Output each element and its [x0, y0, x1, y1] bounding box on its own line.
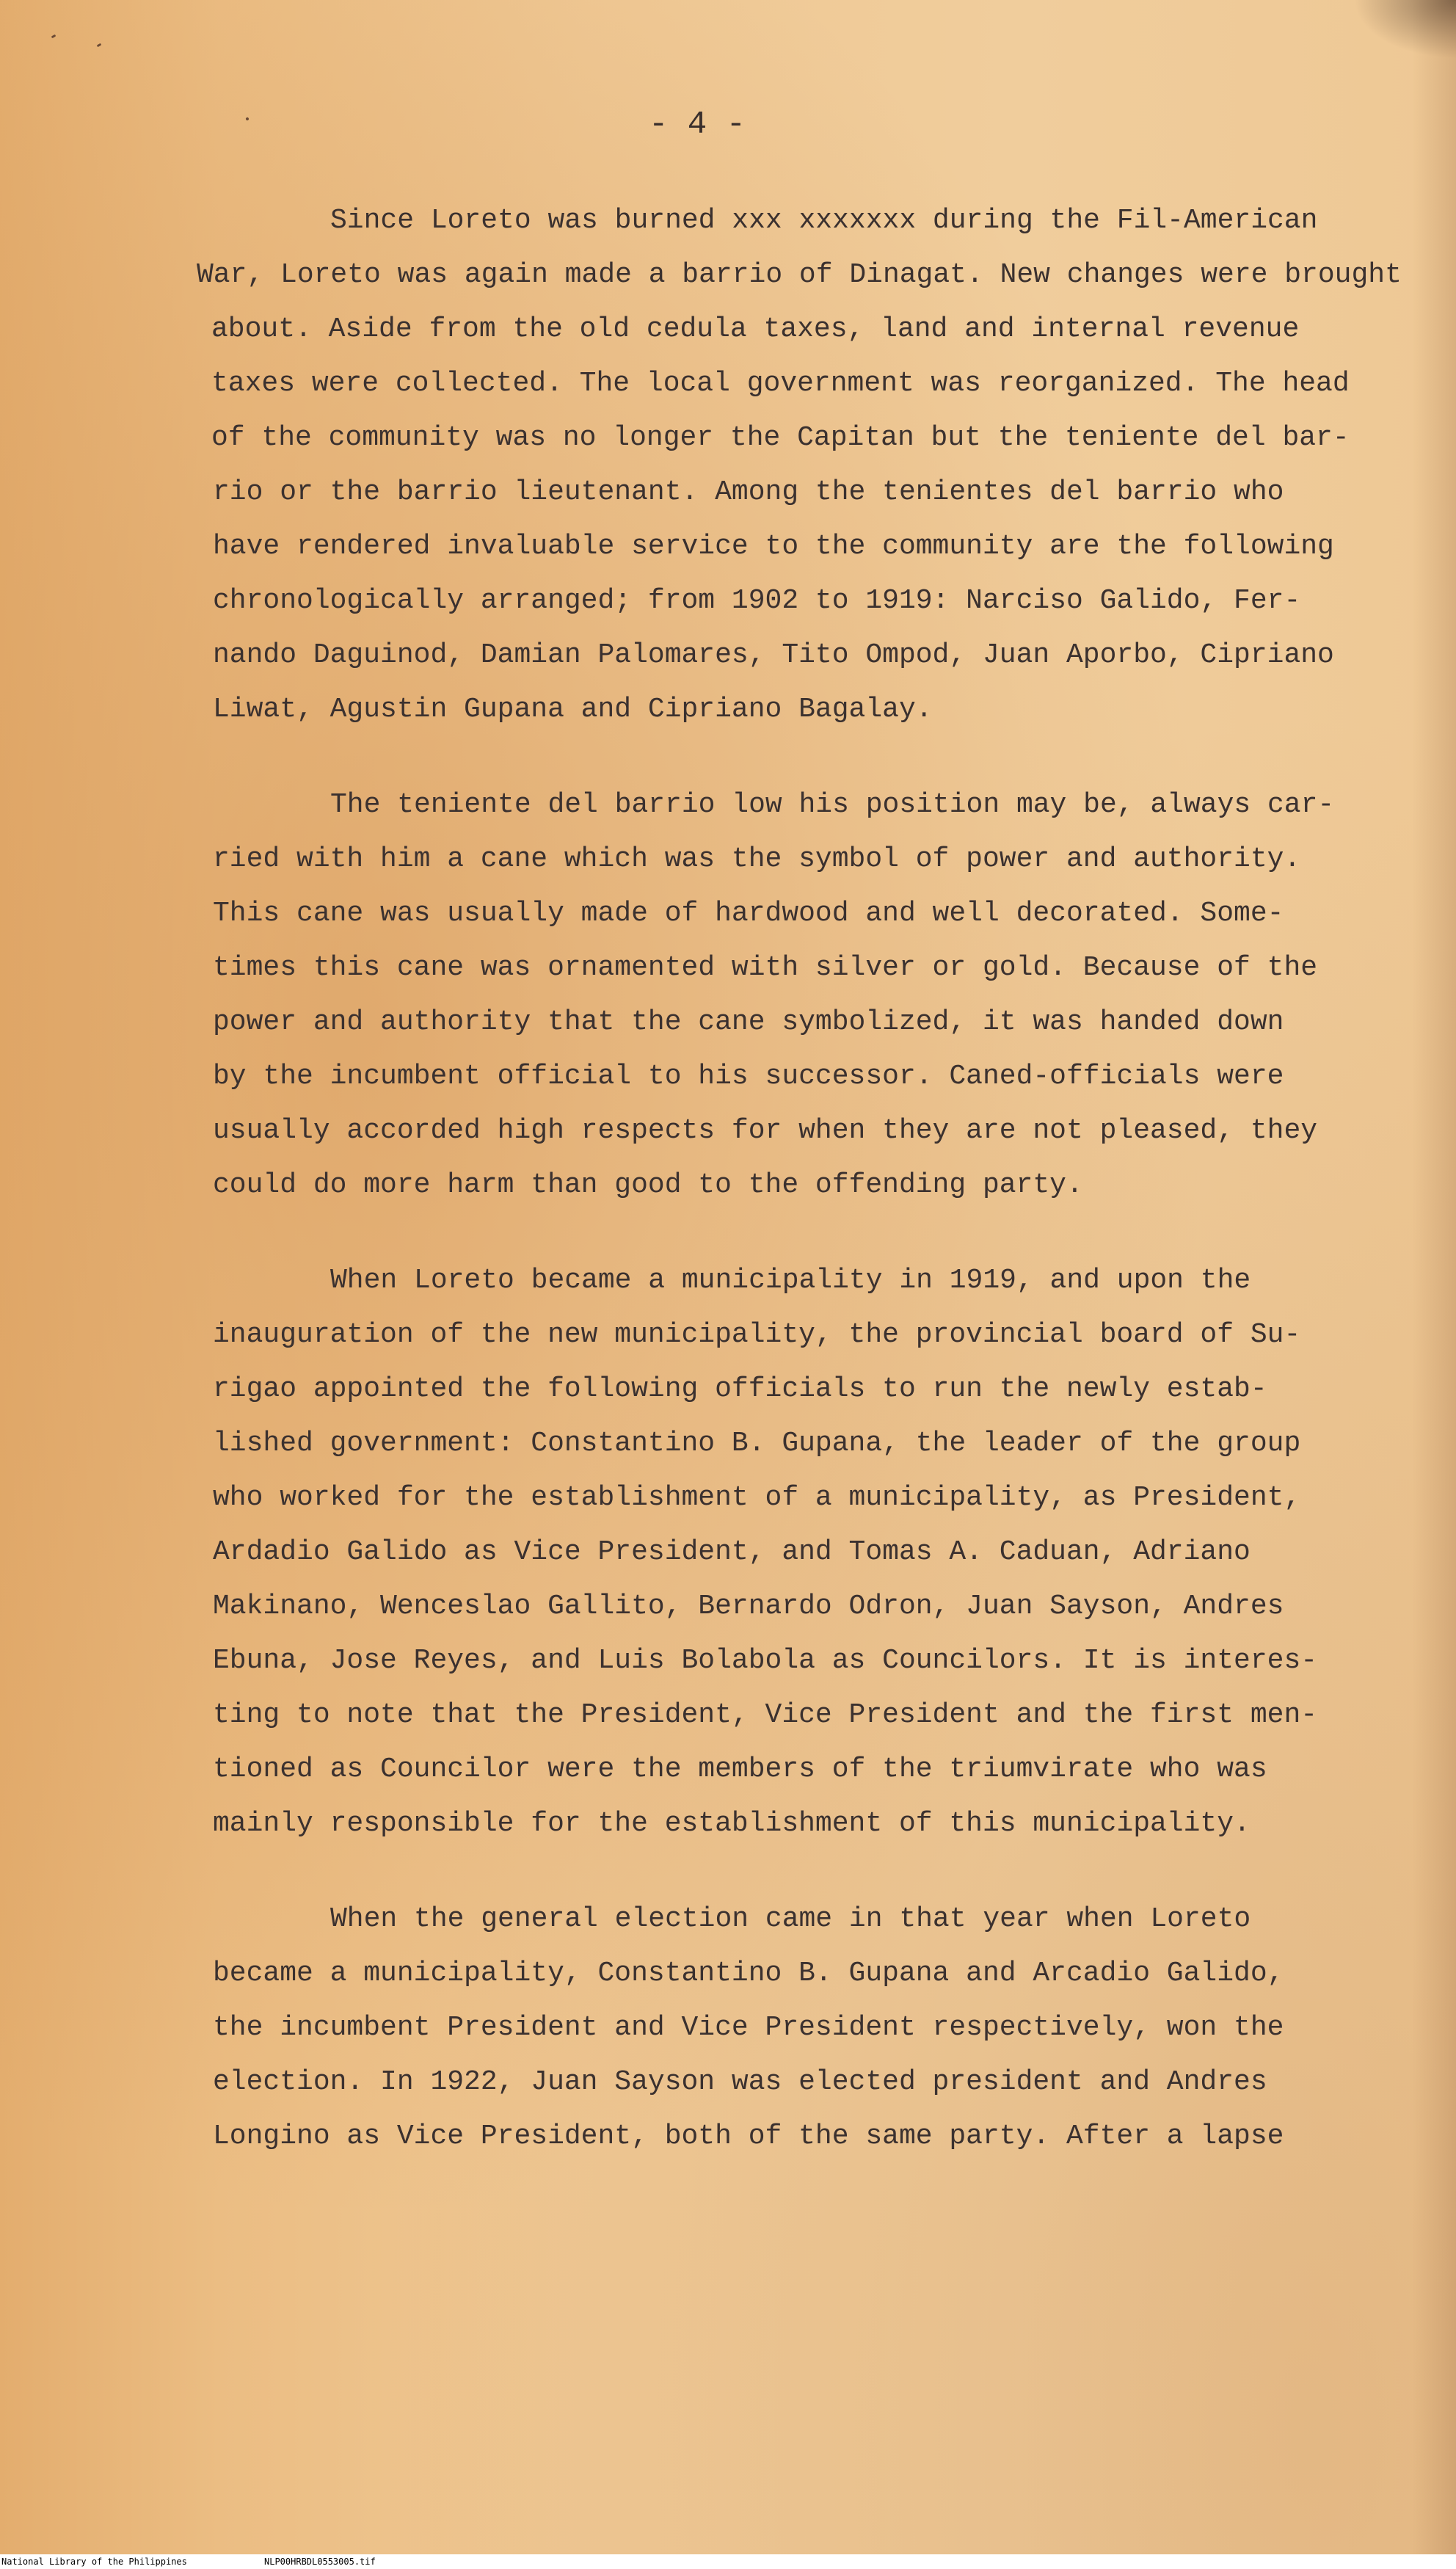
page-number: - 4 - [648, 106, 746, 143]
text-line: Since Loreto was burned xxx xxxxxxx during the Fil-American [330, 205, 1318, 236]
text-line: lished government: Constantino B. Gupana, the leader of the group [213, 1428, 1301, 1459]
file-name: NLP00HRBDL0553005.tif [264, 2557, 376, 2567]
text-line: When the general election came in that year when Loreto [330, 1903, 1251, 1935]
text-line: power and authority that the cane symbolized, it was handed down [213, 1006, 1284, 1038]
text-line: became a municipality, Constantino B. Gupana and Arcadio Galido, [213, 1958, 1284, 1989]
text-line: times this cane was ornamented with silver or gold. Because of the [213, 952, 1318, 984]
scan-footer [0, 2554, 1456, 2569]
text-line: ting to note that the President, Vice President and the first men- [213, 1699, 1318, 1731]
text-line: Ardadio Galido as Vice President, and Tomas A. Caduan, Adriano [213, 1536, 1251, 1568]
text-line: chronologically arranged; from 1902 to 1919: Narciso Galido, Fer- [213, 585, 1301, 617]
text-line: about. Aside from the old cedula taxes, land and internal revenue [211, 313, 1300, 345]
paragraph-gap [183, 1213, 1431, 1254]
text-line: election. In 1922, Juan Sayson was elected president and Andres [213, 2066, 1267, 2098]
text-line: could do more harm than good to the offending party. [213, 1169, 1083, 1201]
paragraph-gap [183, 1851, 1431, 1892]
text-line: Liwat, Agustin Gupana and Cipriano Bagalay. [213, 694, 933, 725]
text-line: inauguration of the new municipality, the provincial board of Su- [213, 1319, 1301, 1351]
text-line: tioned as Councilor were the members of the triumvirate who was [213, 1754, 1267, 1785]
text-line: nando Daguinod, Damian Palomares, Tito Ompod, Juan Aporbo, Cipriano [213, 639, 1334, 671]
paragraph-gap [183, 737, 1431, 778]
text-line: Makinano, Wenceslao Gallito, Bernardo Odron, Juan Sayson, Andres [213, 1591, 1284, 1622]
text-line: usually accorded high respects for when they are not pleased, they [213, 1115, 1318, 1147]
text-line: rio or the barrio lieutenant. Among the tenientes del barrio who [213, 476, 1284, 508]
text-line: ried with him a cane which was the symbol of power and authority. [213, 843, 1301, 875]
text-line: War, Loreto was again made a barrio of Dinagat. New changes were brought [197, 259, 1402, 291]
text-line: Longino as Vice President, both of the same party. After a lapse [213, 2121, 1284, 2152]
text-line: the incumbent President and Vice President respectively, won the [213, 2012, 1284, 2043]
typewritten-text [183, 194, 1431, 2164]
text-line: When Loreto became a municipality in 1919, and upon the [330, 1265, 1251, 1296]
text-line: who worked for the establishment of a municipality, as President, [213, 1482, 1301, 1514]
paper-corner-stain [1353, 0, 1456, 59]
text-line: rigao appointed the following officials to run the newly estab- [213, 1373, 1267, 1405]
paper-speck [51, 34, 57, 39]
text-line: have rendered invaluable service to the community are the following [213, 531, 1334, 562]
text-line: The teniente del barrio low his position may be, always car- [330, 789, 1335, 821]
text-line: taxes were collected. The local government was reorganized. The head [211, 368, 1350, 399]
paper-speck [97, 43, 102, 48]
text-line: This cane was usually made of hardwood and well decorated. Some- [213, 898, 1284, 929]
text-line: mainly responsible for the establishment of this municipality. [213, 1808, 1251, 1839]
text-line: Ebuna, Jose Reyes, and Luis Bolabola as Councilors. It is interes- [213, 1645, 1318, 1676]
library-credit: National Library of the Philippines [1, 2557, 187, 2567]
text-line: of the community was no longer the Capitan but the teniente del bar- [211, 422, 1350, 454]
text-line: by the incumbent official to his successor. Caned-officials were [213, 1061, 1284, 1092]
